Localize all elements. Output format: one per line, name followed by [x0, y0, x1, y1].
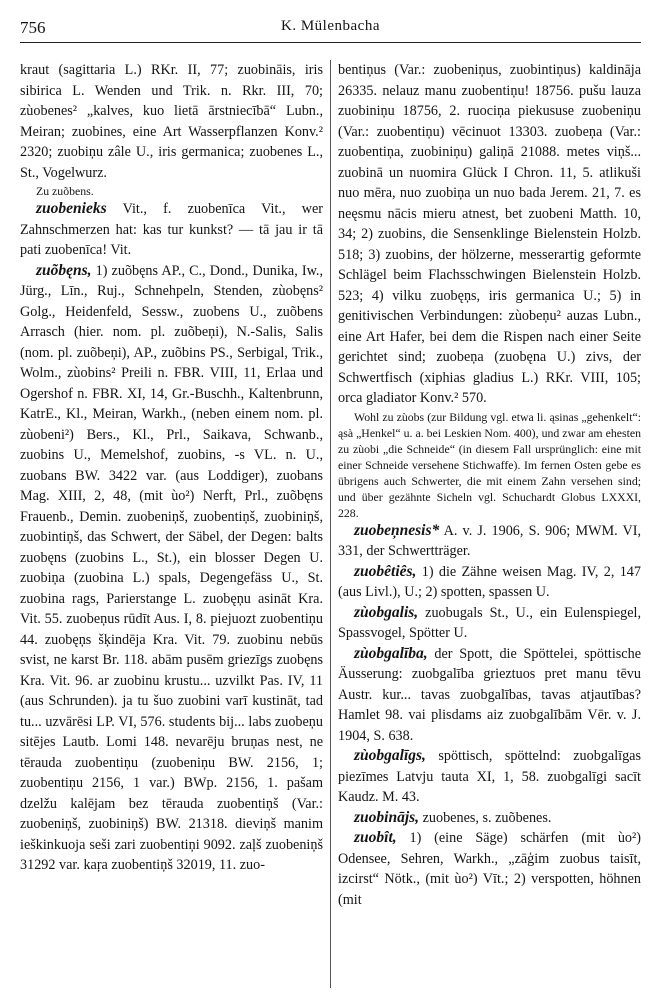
dictionary-entry	[338, 644, 641, 747]
dictionary-entry	[338, 808, 641, 829]
dictionary-entry	[20, 261, 323, 876]
entry-definition: 1) die Zähne weisen Mag. IV, 2, 147 (aus Livl.), U.; 2) spotten, spassen U.	[338, 563, 641, 600]
text-columns	[20, 60, 641, 988]
entry-definition: zuobugals St., U., ein Eulenspiegel, Spassvogel, Spötter U.	[338, 604, 641, 641]
entry-headword: zuobenieks	[36, 200, 107, 217]
dictionary-entry	[338, 521, 641, 562]
continued-text: kraut (sagittaria L.) RKr. II, 77; zuobināis, iris sibirica L. Wenden und Trik. n. Rkr. III, 70; zùobenes² „kalves, kuo lietā ārstniecībā“ Lubn., Meiran; zuobines, eine Art Wasserpflanzen Konv.² 2320; zuobiņu zâle U., iris germanica; zuobenes L., St., Vogelwurz.	[20, 62, 323, 181]
right-column	[330, 60, 641, 988]
entry-headword: zùobgalīgs,	[354, 747, 426, 764]
running-head: K. Mülenbacha	[281, 18, 380, 34]
entry-headword: zuobît,	[354, 829, 397, 846]
entry-definition: A. v. J. 1906, S. 906; MWM. VI, 331, der Schwertträger.	[338, 522, 641, 559]
entry-headword: zùobgalība,	[354, 644, 428, 662]
entry-definition: 1) zuõbęns AP., C., Dond., Dunika, Iw., Jürg., Līn., Ruj., Schnehpeln, Stenden, zùobęns² Golg., Heidenfeld, Sessw., zuobens U., zuõbens Arrasch (hier. nom. pl. zuõbeņi), N.-Salis, Salis (nom. pl. zuõbeņi), AP., zuõbins PS., Serbigal, Trik., Wolm., zùobins² Preili n. FBR. VIII, 11, Erlaa und Ogershof n. FBR. XI, 14, Gr.-Buschh., Kaltenbrunn, KatrE., Kl., Meiran, Warkh., (neben einem nom. pl. zùobeni²) Bers., Kl., Prl., Saikava, Schwanb., zuobins U., Memelshof, zuobins, -s VL. n. U., zuobans BW. 3422 var. (aus Loddiger), zuobans Mag. XIII, 2, 48, (mit ùo²) Nerft, Prl., zuõbęns Frauenb., Demin. zuobeniņš, zuobentiņš, zuobiniņš, zuobintiņš, das Schwert, der Säbel, der Degen: balts zuobęns (zuobins L., St.), ein blosser Degen U. zuobiņa (zuobina L.) spals, Degengefäss U., St. zuobina rags, Parierstange L. zuobęņu asināt Kra. Vit. 55. zuobeņus rūdīt Aus. I, 8. piejuozt zuobentiņu 44. zuobęņs šķindēja Kra. Vit. 79. zuobinu nebūs svist, ne karst Br. 118. abām pusēm griezīgs zuobęns Kra. Vit. 96. ar zuobinu krustu... uzvilkt Pas. IV, 11 (aus Schrunden). ja tu šuo zuobini varī kustināt, tad tu... uzvārēsi LP. VI, 576. students bij... labs zuobeņu sitējes Lautb. Lomi 148. nevarēju bruņas nest, ne tērauda zuobentiņu (zuobeniņu BW. 2156, 1; zuobentiņu 2156, 1 var.) BWp. 2156, 1. pašam dzelžu kalējam bez tērauda zuobentiņš (Var.: zuobeniņš, zuobiniņš) BW. 21318. dieviņš manim ieškinkuoja seši zari zuobentiņi 9092. zaļš zuobeniņš 31292 var. kaŗa zuobentiņš 32019, 11. zuo-	[20, 262, 323, 873]
entry-definition: Vit., f. zuobenīca Vit., wer Zahnschmerzen hat: kas tur kunkst? — tā jau ir tā pati zuobenīca! Vit.	[20, 201, 323, 258]
page-number: 756	[20, 18, 46, 37]
dictionary-entry	[338, 746, 641, 808]
etymology-note: Zu zuõbens.	[36, 184, 94, 198]
dictionary-entry	[338, 562, 641, 603]
entry-definition: zuobenes, s. zuõbenes.	[419, 809, 552, 826]
entry-definition: der Spott, die Spöttelei, spöttische Äusserung: zuobgalība grieztuos pret manu tēvu Austr. kur... tavas zuobgalības, tavas atjautības? Hamlet 98. vai plisdams aiz zuobgalībām Vēr. v. J. 1904, S. 638.	[338, 645, 641, 744]
continued-text: bentiņus (Var.: zuobeniņus, zuobintiņus) kaldināja 26335. nelauz manu zuobentiņu! 18756. pušu lauza zuobiniņu 18756, 2. ruociņa piekususe zuobeniņu (Var.: zuobentiņu) vēcinuot 13303. zuobeņa (Var.: zuobentiņa, zuobiniņu) galiņā 21088. metes viņš... zuobinā un nuomira Glück I Chron. 11, 5. atlikuši nuo mēra, nuo zuobiņa un nuo bada Jerem. 21, 7. es neęsmu nācis mieru atnest, bet zuobeni Matth. 10, 34; 2) zuobins, die Sensenklinge Bielenstein Holzb. 518; 3) zuobins, der hölzerne, messerartig geformte Schlägel beim Flachsschwingen Bielenstein Holzb. 523; 4) vilku zuobęņs, iris germanica U.; 5) in genitivischen Verbindungen: zùobeņu² auzas Lubn., eine Art Hafer, bei dem die Rispen nach einer Seite gerichtet sind; zuobeņa (zuobęna U.) zivs, der Schwertfisch (xiphias gladius L.) RKr. VIII, 105; orca gladiator Konv.² 570.	[338, 62, 641, 406]
entry-headword: zuobêtiês,	[354, 562, 417, 580]
entry-headword: zuobinājs,	[354, 808, 420, 826]
entry-headword: zuõbęns,	[36, 261, 92, 279]
entry-definition: spöttisch, spöttelnd: zuobgalīgas piezīmes Latvju tauta XI, 1, 58. zuobgalīgi sacīt Kaudz. M. 43.	[338, 748, 641, 805]
entry-definition: 1) (eine Säge) schärfen (mit ùo²) Odensee, Sehren, Warkh., „zāģim zuobus taisīt, izcirst“ Nötk., (mit ùo²) Vīt.; 2) verspotten, höhnen (mit	[338, 830, 641, 908]
dictionary-entry	[338, 828, 641, 910]
left-column	[20, 60, 330, 988]
entry-headword: zùobgalis,	[354, 603, 419, 621]
etymology-note: Wohl zu zùobs (zur Bildung vgl. etwa li. ąsinas „gehenkelt“: ąsà „Henkel“ u. a. bei Leskien Nom. 400), und zwar am ehesten zu zùobi „die Schneide“ (in diesem Fall ursprünglich: eine mit einer Schneide versehene Stichwaffe). Im fernen Osten gebe es übrigens auch Schwerter, die mit einem Zahn versehen sind; und über gezähnte Sicheln vgl. Schuchardt Globus LXXXI, 228.	[338, 409, 641, 520]
dictionary-entry	[20, 199, 323, 261]
page-header	[20, 18, 641, 43]
entry-headword: zuobeņnesis*	[354, 521, 440, 539]
dictionary-entry	[338, 603, 641, 644]
